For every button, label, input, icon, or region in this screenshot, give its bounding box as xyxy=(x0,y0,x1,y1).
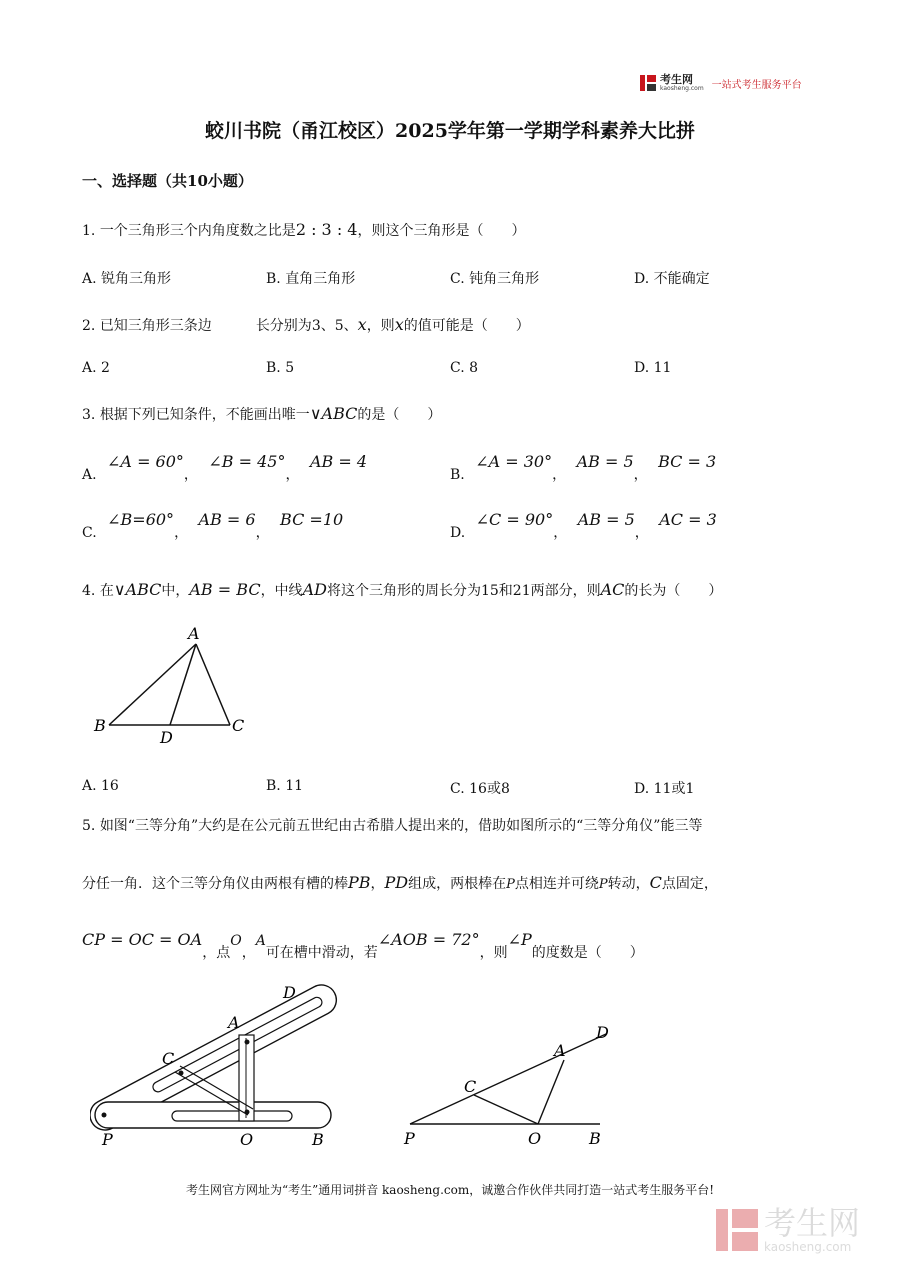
pivot-p xyxy=(102,1113,107,1118)
pivot-c xyxy=(179,1071,184,1076)
trisector-instrument-figure xyxy=(90,980,350,1150)
label-d: D xyxy=(283,983,296,1002)
label-p: P xyxy=(102,1130,113,1149)
header-logo xyxy=(640,74,802,92)
label-c: C xyxy=(232,716,245,735)
label-b: B xyxy=(94,716,106,735)
label-a: A xyxy=(554,1041,566,1060)
section-heading: 一、选择题（共10小题） xyxy=(82,172,253,190)
label-o: O xyxy=(240,1130,254,1149)
question-5-line-2: 分任一角．这个三等分角仪由两根有槽的棒PB，PD组成，两根棒在P点相连并可绕P转动，C点固定， xyxy=(82,873,718,892)
question-3: 3. 根据下列已知条件，不能画出唯一∨ABC的是（ ） xyxy=(82,404,442,423)
logo-domain: kaosheng.com xyxy=(660,85,704,92)
q4-option-a[interactable]: A. 16 xyxy=(82,778,119,794)
question-text: ，则这个三角形是（ ） xyxy=(357,223,526,239)
side-ac xyxy=(196,644,230,725)
rod-pb xyxy=(95,1102,331,1128)
page-title: 蛟川书院（甬江校区）2025学年第一学期学科素养大比拼 xyxy=(205,120,695,142)
label-b: B xyxy=(589,1129,601,1148)
q4-option-d[interactable]: D. 11或1 xyxy=(634,781,695,797)
q1-option-c[interactable]: C. 钝角三角形 xyxy=(450,271,540,287)
q2-option-d[interactable]: D. 11 xyxy=(634,360,672,376)
pivot-a xyxy=(245,1040,250,1045)
q4-option-c[interactable]: C. 16或8 xyxy=(450,781,510,797)
pivot-o xyxy=(245,1110,250,1115)
q2-option-a[interactable]: A. 2 xyxy=(82,360,110,376)
q3-option-b[interactable]: B. ∠A = 30°， AB = 5， BC = 3 xyxy=(450,452,717,483)
segment-co xyxy=(474,1095,538,1124)
label-c: C xyxy=(464,1077,477,1096)
logo-brand: 考生网 xyxy=(660,73,693,86)
logo-slogan: 一站式考生服务平台 xyxy=(711,79,802,91)
q1-option-d[interactable]: D. 不能确定 xyxy=(634,271,710,287)
question-2: 2. 已知三角形三条边 长分别为3、5、x，则x的值可能是（ ） xyxy=(82,315,530,334)
q1-option-a[interactable]: A. 锐角三角形 xyxy=(82,271,172,287)
q3-option-d[interactable]: D. ∠C = 90°， AB = 5， AC = 3 xyxy=(450,510,717,541)
question-text: 一个三角形三个内角度数之比是 xyxy=(99,223,296,239)
question-5-line-1: 5. 如图“三等分角”大约是在公元前五世纪由古希腊人提出来的，借助如图所示的“三等分角仪”能三等 xyxy=(82,818,703,834)
label-d: D xyxy=(596,1023,609,1042)
angle-diagram-figure xyxy=(400,1020,630,1150)
triangle-abc: ∨ABC xyxy=(309,404,358,423)
label-p: P xyxy=(404,1129,415,1148)
q2-option-c[interactable]: C. 8 xyxy=(450,360,479,376)
q3-option-a[interactable]: A. ∠A = 60°， ∠B = 45°， AB = 4 xyxy=(82,452,368,483)
watermark-domain: kaosheng.com xyxy=(764,1240,852,1254)
q4-option-b[interactable]: B. 11 xyxy=(266,778,304,794)
label-a: A xyxy=(228,1013,240,1032)
kaosheng-logo-icon xyxy=(640,75,656,91)
watermark-logo-icon xyxy=(716,1209,758,1251)
label-a: A xyxy=(188,624,200,643)
label-c: C xyxy=(162,1049,175,1068)
label-o: O xyxy=(528,1129,542,1148)
page-footer: 考生网官方网址为“考生”通用词拼音 kaosheng.com，诚邀合作伙伴共同打造一站式考生服务平台! xyxy=(185,1183,715,1197)
question-number: 1. xyxy=(82,223,96,239)
q2-option-b[interactable]: B. 5 xyxy=(266,360,295,376)
q1-option-b[interactable]: B. 直角三角形 xyxy=(266,271,356,287)
question-5-line-3: CP = OC = OA，点O，A可在槽中滑动，若∠AOB = 72°，则∠P的度数是（ ） xyxy=(82,930,644,961)
watermark xyxy=(716,1206,860,1254)
question-4: 4. 在∨ABC中，AB = BC，中线AD将这个三角形的周长分为15和21两部分，则AC的长为（ ） xyxy=(82,580,723,599)
label-b: B xyxy=(312,1130,324,1149)
watermark-text: 考生网 xyxy=(764,1204,861,1242)
q3-option-c[interactable]: C. ∠B=60°， AB = 6， BC =10 xyxy=(82,510,344,541)
segment-oa xyxy=(538,1060,564,1124)
label-d: D xyxy=(160,728,173,747)
triangle-figure xyxy=(90,622,260,752)
question-1 xyxy=(82,220,525,240)
ratio: 2 : 3 : 4 xyxy=(295,220,358,239)
